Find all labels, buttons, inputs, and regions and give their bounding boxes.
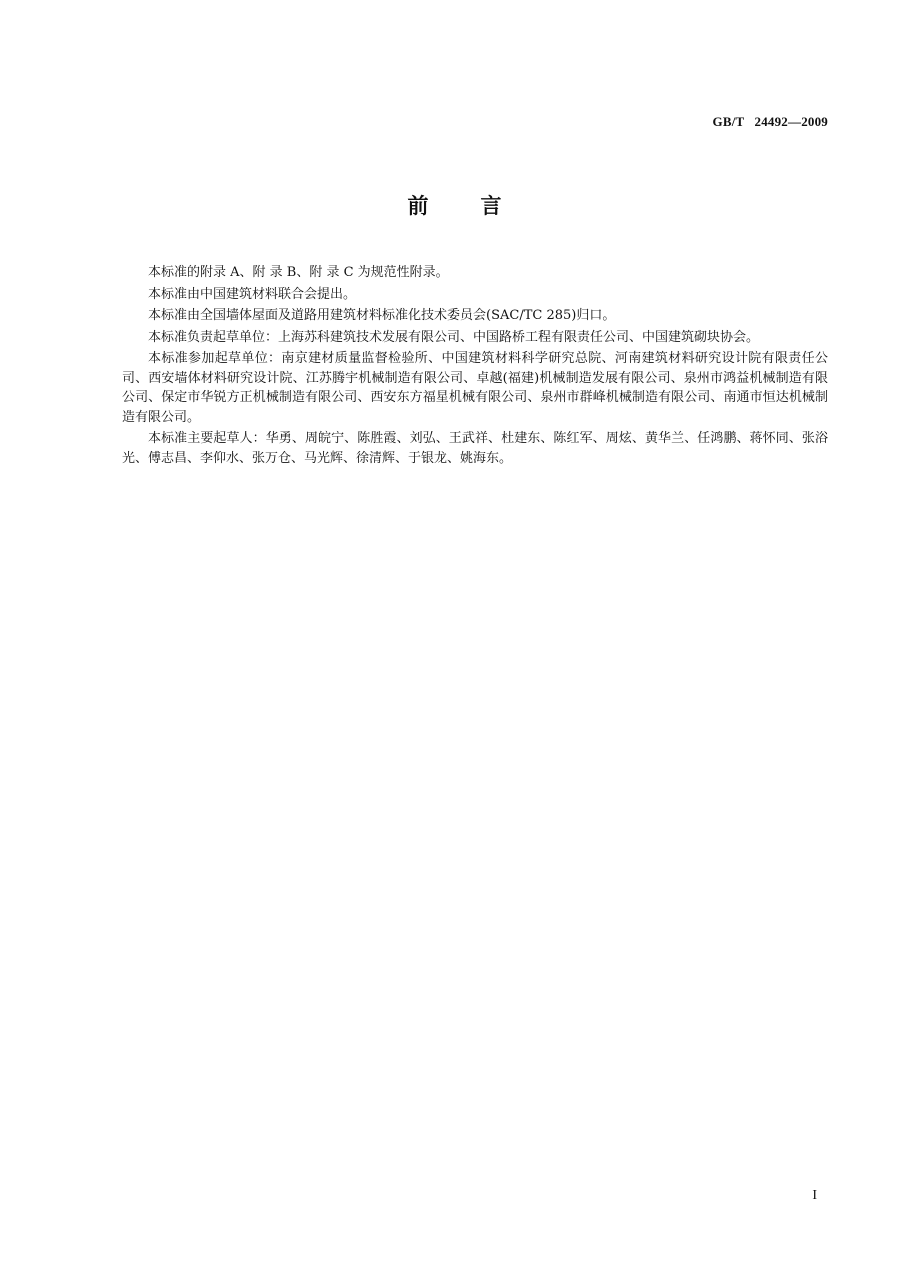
page-number: I <box>812 1188 817 1203</box>
paragraph-committee: 本标准由全国墙体屋面及道路用建筑材料标准化技术委员会(SAC/TC 285)归口。 <box>148 308 616 323</box>
foreword-body <box>122 263 828 470</box>
page-title <box>0 190 909 220</box>
paragraph-annex: 本标准的附录 A、附 录 B、附 录 C 为规范性附录。 <box>148 265 449 280</box>
paragraph-proposer: 本标准由中国建筑材料联合会提出。 <box>148 286 357 302</box>
paragraph-principal-authors: 本标准主要起草人：华勇、周皖宁、陈胜霞、刘弘、王武祥、杜建东、陈红军、周炫、黄华兰、任鸿鹏、蒋怀同、张浴光、傅志昌、李仰水、张万仓、马光辉、徐清辉、于银龙、姚海东。 <box>122 431 828 466</box>
paragraph-main-drafters: 本标准负责起草单位：上海苏科建筑技术发展有限公司、中国路桥工程有限责任公司、中国建筑砌块协会。 <box>148 329 760 345</box>
standard-code: GB/T 24492—2009 <box>712 114 828 129</box>
paragraph-participating-drafters: 本标准参加起草单位：南京建材质量监督检验所、中国建筑材料科学研究总院、河南建筑材料研究设计院有限责任公司、西安墙体材料研究设计院、江苏腾宇机械制造有限公司、卓越(福建)机械制造发展有限公司、泉州市鸿益机械制造有限公司、保定市华锐方正机械制造有限公司、西安东方福星机械有限公司、泉州市群峰机械制造有限公司、南通市恒达机械制造有限公司。 <box>122 351 828 425</box>
title-part-1: 前 <box>407 194 429 218</box>
title-part-2: 言 <box>480 194 502 218</box>
